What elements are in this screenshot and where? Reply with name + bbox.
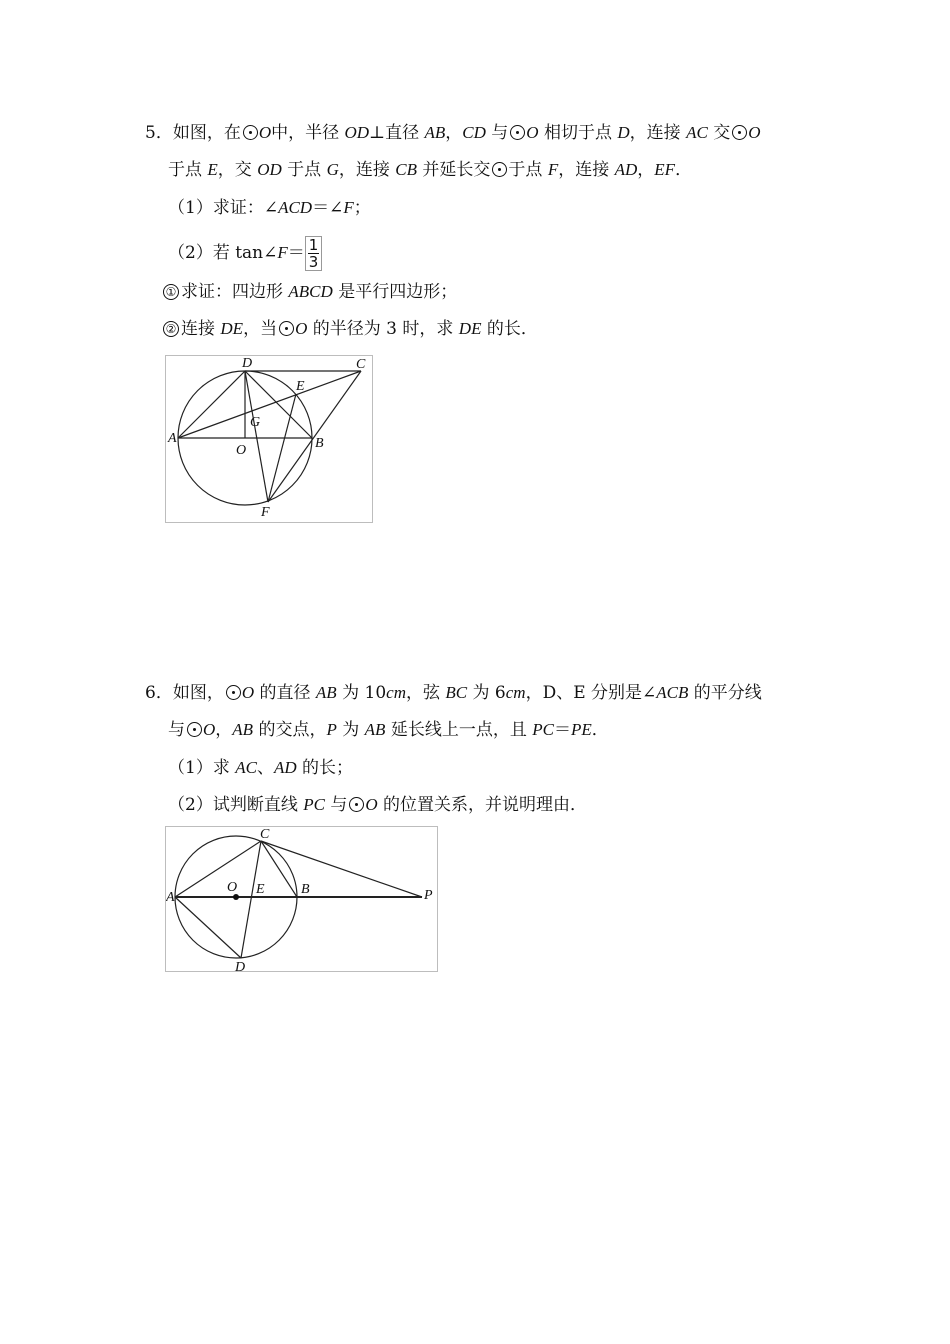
point-label: O — [236, 443, 247, 458]
text-fragment: PC — [303, 795, 325, 814]
segment-ac — [178, 371, 361, 438]
problem-5-line-2 — [168, 159, 692, 181]
text-fragment: O — [203, 720, 216, 739]
point-label: C — [356, 357, 366, 372]
text-fragment: 如图，在 — [172, 123, 241, 143]
text-fragment: cm — [386, 683, 406, 702]
point-label: O — [227, 880, 238, 895]
text-fragment: O — [748, 123, 761, 142]
text-fragment: 如图， — [172, 683, 224, 703]
problem-6-figure — [165, 826, 438, 972]
point-label: E — [256, 882, 265, 897]
text-fragment: DE — [458, 319, 482, 338]
circled-number-2: ② — [163, 321, 179, 337]
text-fragment: 与 — [168, 720, 185, 740]
point-label: B — [301, 882, 310, 897]
text-fragment: 的半径为 3 时，求 — [307, 319, 459, 339]
text-fragment: F — [343, 198, 354, 217]
point-label: A — [166, 890, 175, 905]
text-fragment: （2）若 tan∠ — [168, 243, 278, 263]
segment-ad — [178, 371, 245, 438]
problem-6-line-1: 6．如图， O 的直径 AB 为 10cm，弦 BC 为 6cm，D、E 分别是∠ACB 的平分线 — [145, 683, 762, 703]
problem-5-question-2b — [163, 318, 538, 340]
geometry-diagram-6 — [166, 827, 437, 971]
circle-dot-symbol — [732, 125, 747, 140]
text-fragment: AD — [614, 160, 638, 179]
text-fragment: F — [277, 243, 288, 262]
point-label: E — [296, 379, 305, 394]
text-fragment: 的长． — [481, 319, 538, 339]
point-label: A — [168, 431, 177, 446]
text-fragment: 与 — [485, 123, 509, 143]
text-fragment: ，交 — [217, 160, 258, 180]
text-fragment: ，连接 — [558, 160, 615, 180]
text-fragment: 与 — [324, 795, 348, 815]
text-fragment: 为 10 — [336, 683, 387, 703]
text-fragment: AC — [235, 758, 257, 777]
problem-number: 6 — [145, 683, 156, 703]
text-fragment: 连接 — [181, 319, 221, 339]
text-fragment: AB — [364, 720, 386, 739]
text-fragment: 交 — [707, 123, 731, 143]
text-fragment: （1）求 — [168, 758, 236, 778]
text-fragment: PE — [571, 720, 592, 739]
text-fragment: ACB — [656, 683, 689, 702]
text-fragment: ＝ — [287, 243, 305, 263]
circle-dot-symbol — [279, 321, 294, 336]
text-fragment: O — [365, 795, 378, 814]
problem-6-line-2 — [168, 719, 609, 741]
point-label: P — [424, 888, 433, 903]
text-fragment: ， — [445, 123, 463, 143]
problem-6-question-2 — [168, 794, 587, 816]
text-fragment: CB — [395, 160, 417, 179]
text-fragment: O — [295, 319, 308, 338]
text-fragment: ，D、E 分别是∠ — [525, 683, 657, 703]
text-fragment: ABCD — [288, 282, 333, 301]
text-fragment: AB — [424, 123, 446, 142]
text-fragment: 于点 — [508, 160, 548, 180]
text-fragment: 1 — [308, 236, 319, 254]
text-fragment: ，弦 — [405, 683, 446, 703]
text-fragment: P — [326, 720, 337, 739]
fraction-one-third — [305, 236, 323, 271]
segment-ad — [175, 897, 241, 958]
text-fragment: ， — [215, 720, 233, 740]
text-fragment: ＝ — [554, 720, 571, 740]
text-fragment: O — [526, 123, 539, 142]
text-fragment: AC — [686, 123, 708, 142]
text-fragment: 延长线上一点，且 — [385, 720, 533, 740]
problem-5-question-2a — [163, 281, 457, 303]
text-fragment: F — [547, 160, 559, 179]
text-fragment: 中，半径 — [271, 123, 345, 143]
problem-5-line-1: 5．如图，在 O中，半径 OD⊥直径 AB，CD 与 O 相切于点 D，连接 AC 交 O — [145, 123, 761, 143]
text-fragment: ，当 — [243, 319, 278, 339]
text-fragment: 、 — [256, 758, 274, 778]
text-fragment: ； — [353, 198, 371, 218]
text-fragment: EF — [654, 160, 676, 179]
text-fragment: cm — [505, 683, 526, 702]
text-fragment: D — [617, 123, 630, 142]
text-fragment: E — [207, 160, 218, 179]
point-label: F — [261, 505, 270, 520]
text-fragment: ACD — [278, 198, 313, 217]
segment-pc — [261, 841, 422, 897]
point-label: D — [242, 356, 253, 371]
point-label: D — [235, 960, 246, 971]
segment-ac — [175, 841, 261, 897]
text-fragment: DE — [220, 319, 244, 338]
circle-dot-symbol — [243, 125, 258, 140]
text-fragment: O — [258, 123, 272, 142]
segment-bc — [261, 841, 297, 897]
text-fragment: 于点 — [281, 160, 327, 180]
text-fragment: ＝∠ — [312, 198, 344, 218]
text-fragment: （1）求证：∠ — [168, 198, 279, 218]
text-fragment: OD — [344, 123, 370, 142]
text-fragment: PC — [532, 720, 554, 739]
text-fragment: 于点 — [168, 160, 208, 180]
problem-5-question-1 — [168, 197, 371, 219]
segment-cd — [241, 841, 261, 958]
text-fragment: 的长； — [296, 758, 354, 778]
problem-5-figure — [165, 355, 373, 523]
text-fragment: 为 6 — [467, 683, 506, 703]
text-fragment: BC — [445, 683, 468, 702]
circle-dot-symbol — [510, 125, 525, 140]
text-fragment: G — [326, 160, 339, 179]
geometry-diagram-5 — [166, 356, 372, 522]
text-fragment: O — [241, 683, 255, 702]
circle-dot-symbol — [349, 797, 364, 812]
circle-dot-symbol — [226, 685, 241, 700]
text-fragment: 求证：四边形 — [181, 282, 289, 302]
point-label: G — [250, 415, 261, 430]
text-fragment: OD — [257, 160, 282, 179]
text-fragment: AB — [315, 683, 337, 702]
text-fragment: ， — [637, 160, 655, 180]
text-fragment: ． — [591, 720, 609, 740]
circled-number-1: ① — [163, 284, 179, 300]
text-fragment: 的平分线 — [688, 683, 762, 703]
text-fragment: 的位置关系，并说明理由． — [377, 795, 588, 815]
text-fragment: 相切于点 — [538, 123, 618, 143]
circle-dot-symbol — [492, 162, 507, 177]
text-fragment: 并延长交 — [417, 160, 491, 180]
text-fragment: （2）试判断直线 — [168, 795, 304, 815]
text-fragment: ，连接 — [338, 160, 396, 180]
problem-6-question-1 — [168, 757, 353, 779]
point-label: C — [260, 827, 270, 842]
text-fragment: CD — [462, 123, 486, 142]
text-fragment: ． — [675, 160, 693, 180]
point-label: B — [315, 436, 324, 451]
problem-number: 5 — [145, 123, 156, 143]
text-fragment: AB — [232, 720, 254, 739]
text-fragment: 3 — [308, 253, 319, 271]
text-fragment: AD — [273, 758, 297, 777]
text-fragment: 是平行四边形； — [332, 282, 458, 302]
problem-5-question-2 — [168, 236, 322, 271]
text-fragment: 的直径 — [254, 683, 316, 703]
circle-dot-symbol — [187, 722, 202, 737]
text-fragment: ，连接 — [629, 123, 687, 143]
text-fragment: 为 — [336, 720, 365, 740]
text-fragment: 的交点， — [253, 720, 327, 740]
text-fragment: ⊥直径 — [369, 123, 425, 143]
